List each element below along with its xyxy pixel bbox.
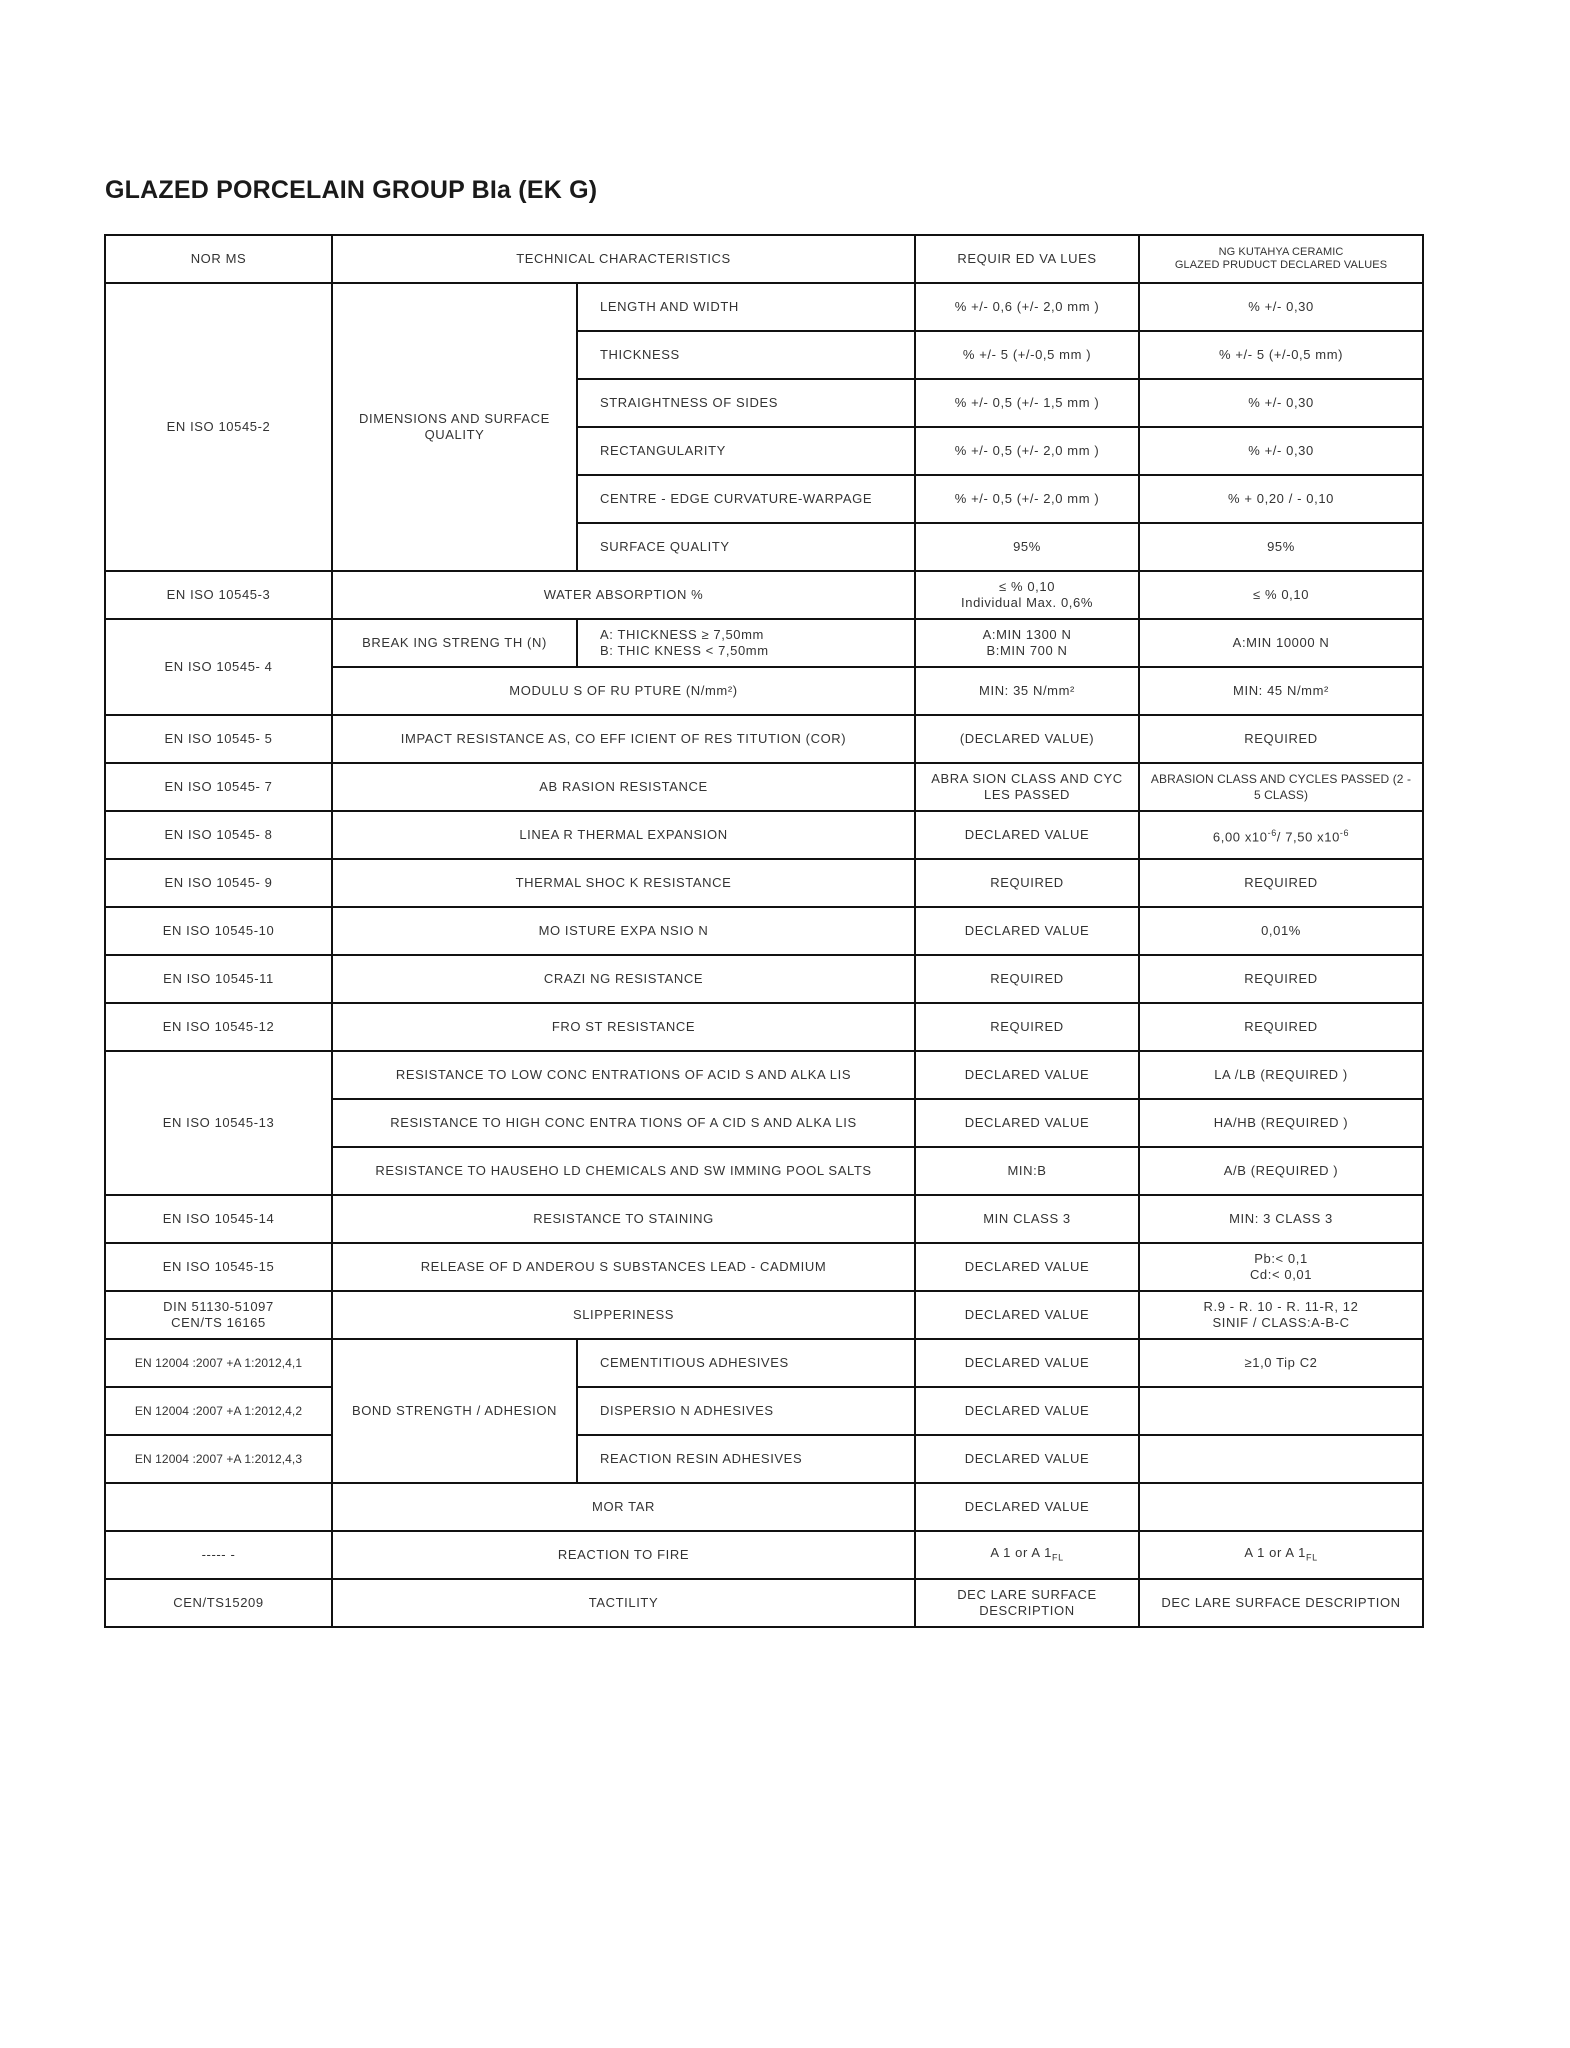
expansion-exponent-b: -6: [1339, 827, 1350, 838]
declared-cell: % +/- 5 (+/-0,5 mm): [1139, 331, 1423, 379]
declared-cell: % +/- 0,30: [1139, 427, 1423, 475]
norm-cell: CEN/TS15209: [105, 1579, 332, 1627]
norm-line1: DIN 51130-51097: [163, 1299, 274, 1314]
norm-cell: EN ISO 10545-10: [105, 907, 332, 955]
expansion-exponent-a: -6: [1267, 827, 1277, 838]
required-cell: (DECLARED VALUE): [915, 715, 1139, 763]
characteristic-cell: MO ISTURE EXPA NSIO N: [332, 907, 915, 955]
characteristic-cell: RESISTANCE TO STAINING: [332, 1195, 915, 1243]
characteristic-cell: REACTION TO FIRE: [332, 1531, 915, 1579]
declared-line1: R.9 - R. 10 - R. 11-R, 12: [1203, 1299, 1359, 1314]
norm-cell: EN ISO 10545- 9: [105, 859, 332, 907]
fire-declared-value: A 1 or A 1: [1244, 1544, 1306, 1560]
characteristic-cell: LENGTH AND WIDTH: [577, 283, 915, 331]
norm-cell: EN ISO 10545-14: [105, 1195, 332, 1243]
norm-cell: [105, 1483, 332, 1531]
required-cell: [915, 1531, 1139, 1579]
required-cell: MIN CLASS 3: [915, 1195, 1139, 1243]
norm-cell: EN ISO 10545- 7: [105, 763, 332, 811]
table-row: [105, 859, 1423, 907]
norm-cell: EN ISO 10545-3: [105, 571, 332, 619]
required-cell: 95%: [915, 523, 1139, 571]
characteristic-cell: MODULU S OF RU PTURE (N/mm²): [332, 667, 915, 715]
required-line1: ≤ % 0,10: [999, 579, 1056, 594]
characteristic-cell: WATER ABSORPTION %: [332, 571, 915, 619]
norm-cell: EN ISO 10545- 8: [105, 811, 332, 859]
required-cell: DEC LARE SURFACE DESCRIPTION: [915, 1579, 1139, 1627]
declared-cell: MIN: 3 CLASS 3: [1139, 1195, 1423, 1243]
required-cell: DECLARED VALUE: [915, 1483, 1139, 1531]
condition-line1: A: THICKNESS ≥ 7,50mm: [600, 627, 764, 642]
required-cell: % +/- 0,5 (+/- 1,5 mm ): [915, 379, 1139, 427]
required-cell: REQUIRED: [915, 859, 1139, 907]
required-cell: DECLARED VALUE: [915, 1051, 1139, 1099]
header-declared-line1: NG KUTAHYA CERAMIC: [1218, 246, 1344, 258]
table-row: [105, 571, 1423, 619]
fire-required-subscript: FL: [1051, 1552, 1064, 1563]
fire-required-value: A 1 or A 1: [990, 1544, 1052, 1560]
table-row: [105, 1339, 1423, 1387]
declared-cell: A:MIN 10000 N: [1139, 619, 1423, 667]
declared-cell: REQUIRED: [1139, 955, 1423, 1003]
declared-cell: ABRASION CLASS AND CYCLES PASSED (2 - 5 CLASS): [1139, 763, 1423, 811]
required-cell: MIN: 35 N/mm²: [915, 667, 1139, 715]
declared-cell: % +/- 0,30: [1139, 283, 1423, 331]
technical-spec-table: [104, 234, 1424, 1628]
table-row: [105, 1387, 1423, 1435]
required-cell: DECLARED VALUE: [915, 1291, 1139, 1339]
norm-cell: ----- -: [105, 1531, 332, 1579]
required-cell: [915, 571, 1139, 619]
characteristic-cell: SURFACE QUALITY: [577, 523, 915, 571]
table-row: [105, 763, 1423, 811]
required-cell: REQUIRED: [915, 1003, 1139, 1051]
declared-cell: [1139, 1291, 1423, 1339]
norm-cell: EN ISO 10545- 4: [105, 619, 332, 715]
norm-cell: EN 12004 :2007 +A 1:2012,4,2: [105, 1387, 332, 1435]
characteristic-cell: RESISTANCE TO LOW CONC ENTRATIONS OF ACID S AND ALKA LIS: [332, 1051, 915, 1099]
declared-cell: REQUIRED: [1139, 1003, 1423, 1051]
table-row: [105, 1579, 1423, 1627]
characteristic-cell: SLIPPERINESS: [332, 1291, 915, 1339]
characteristic-cell: AB RASION RESISTANCE: [332, 763, 915, 811]
characteristic-cell: CEMENTITIOUS ADHESIVES: [577, 1339, 915, 1387]
declared-cell: % +/- 0,30: [1139, 379, 1423, 427]
condition-line2: B: THIC KNESS < 7,50mm: [600, 643, 769, 658]
declared-cell: [1139, 1531, 1423, 1579]
declared-cell: [1139, 811, 1423, 859]
required-cell: DECLARED VALUE: [915, 907, 1139, 955]
characteristic-cell: RESISTANCE TO HIGH CONC ENTRA TIONS OF A CID S AND ALKA LIS: [332, 1099, 915, 1147]
norm-cell: EN ISO 10545-12: [105, 1003, 332, 1051]
declared-cell: LA /LB (REQUIRED ): [1139, 1051, 1423, 1099]
required-cell: % +/- 5 (+/-0,5 mm ): [915, 331, 1139, 379]
required-cell: DECLARED VALUE: [915, 1339, 1139, 1387]
declared-cell: ≤ % 0,10: [1139, 571, 1423, 619]
required-cell: ABRA SION CLASS AND CYC LES PASSED: [915, 763, 1139, 811]
declared-cell: A/B (REQUIRED ): [1139, 1147, 1423, 1195]
table-row: [105, 283, 1423, 331]
group-cell: DIMENSIONS AND SURFACE QUALITY: [332, 283, 577, 571]
characteristic-cell: TACTILITY: [332, 1579, 915, 1627]
required-line1: A:MIN 1300 N: [982, 627, 1072, 642]
declared-line1: Pb:< 0,1: [1254, 1251, 1308, 1266]
norm-cell: EN ISO 10545-15: [105, 1243, 332, 1291]
norm-cell: EN ISO 10545-11: [105, 955, 332, 1003]
declared-cell: [1139, 1483, 1423, 1531]
declared-cell: 95%: [1139, 523, 1423, 571]
table-row: [105, 715, 1423, 763]
required-cell: DECLARED VALUE: [915, 1387, 1139, 1435]
table-row: [105, 811, 1423, 859]
header-declared-line2: GLAZED PRUDUCT DECLARED VALUES: [1174, 259, 1388, 271]
expansion-value-a: 6,00 x10: [1212, 829, 1268, 845]
required-cell: DECLARED VALUE: [915, 1243, 1139, 1291]
header-row: [105, 235, 1423, 283]
required-cell: [915, 619, 1139, 667]
characteristic-cell: THERMAL SHOC K RESISTANCE: [332, 859, 915, 907]
required-cell: % +/- 0,5 (+/- 2,0 mm ): [915, 427, 1139, 475]
characteristic-cell: THICKNESS: [577, 331, 915, 379]
table-row: [105, 955, 1423, 1003]
table-row: [105, 907, 1423, 955]
table-row: [105, 1483, 1423, 1531]
condition-cell: [577, 619, 915, 667]
table-row: [105, 1291, 1423, 1339]
declared-cell: [1139, 1435, 1423, 1483]
table-row: [105, 1243, 1423, 1291]
characteristic-cell: IMPACT RESISTANCE AS, CO EFF ICIENT OF RES TITUTION (COR): [332, 715, 915, 763]
table-row: [105, 1195, 1423, 1243]
required-cell: DECLARED VALUE: [915, 811, 1139, 859]
header-required: REQUIR ED VA LUES: [915, 235, 1139, 283]
norm-cell: EN ISO 10545- 5: [105, 715, 332, 763]
table-row: [105, 619, 1423, 667]
required-cell: REQUIRED: [915, 955, 1139, 1003]
characteristic-cell: FRO ST RESISTANCE: [332, 1003, 915, 1051]
declared-line2: SINIF / CLASS:A-B-C: [1212, 1315, 1350, 1330]
characteristic-cell: CRAZI NG RESISTANCE: [332, 955, 915, 1003]
fire-declared-subscript: FL: [1305, 1552, 1318, 1563]
declared-line2: Cd:< 0,01: [1249, 1267, 1313, 1282]
required-line2: B:MIN 700 N: [986, 643, 1068, 658]
characteristic-cell: MOR TAR: [332, 1483, 915, 1531]
characteristic-cell: DISPERSIO N ADHESIVES: [577, 1387, 915, 1435]
declared-cell: REQUIRED: [1139, 859, 1423, 907]
required-line2: Individual Max. 0,6%: [961, 595, 1093, 610]
characteristic-cell: CENTRE - EDGE CURVATURE-WARPAGE: [577, 475, 915, 523]
norm-cell: [105, 1291, 332, 1339]
characteristic-cell: LINEA R THERMAL EXPANSION: [332, 811, 915, 859]
norm-line2: CEN/TS 16165: [171, 1315, 266, 1330]
required-cell: DECLARED VALUE: [915, 1435, 1139, 1483]
header-declared: [1139, 235, 1423, 283]
declared-cell: REQUIRED: [1139, 715, 1423, 763]
declared-cell: HA/HB (REQUIRED ): [1139, 1099, 1423, 1147]
table-row: [105, 1531, 1423, 1579]
norm-cell: EN 12004 :2007 +A 1:2012,4,3: [105, 1435, 332, 1483]
characteristic-cell: RELEASE OF D ANDEROU S SUBSTANCES LEAD - CADMIUM: [332, 1243, 915, 1291]
group-cell: BOND STRENGTH / ADHESION: [332, 1339, 577, 1483]
declared-cell: DEC LARE SURFACE DESCRIPTION: [1139, 1579, 1423, 1627]
characteristic-cell: RECTANGULARITY: [577, 427, 915, 475]
declared-cell: [1139, 1243, 1423, 1291]
required-cell: % +/- 0,6 (+/- 2,0 mm ): [915, 283, 1139, 331]
required-cell: MIN:B: [915, 1147, 1139, 1195]
declared-cell: ≥1,0 Tip C2: [1139, 1339, 1423, 1387]
required-cell: % +/- 0,5 (+/- 2,0 mm ): [915, 475, 1139, 523]
declared-cell: 0,01%: [1139, 907, 1423, 955]
characteristic-cell: BREAK ING STRENG TH (N): [332, 619, 577, 667]
header-technical: TECHNICAL CHARACTERISTICS: [332, 235, 915, 283]
declared-cell: % + 0,20 / - 0,10: [1139, 475, 1423, 523]
declared-cell: MIN: 45 N/mm²: [1139, 667, 1423, 715]
expansion-value-b: / 7,50 x10: [1276, 829, 1340, 845]
page-title: GLAZED PORCELAIN GROUP BIa (EK G): [105, 176, 598, 204]
table-row: [105, 1003, 1423, 1051]
characteristic-cell: STRAIGHTNESS OF SIDES: [577, 379, 915, 427]
declared-cell: [1139, 1387, 1423, 1435]
norm-cell: EN 12004 :2007 +A 1:2012,4,1: [105, 1339, 332, 1387]
characteristic-cell: RESISTANCE TO HAUSEHO LD CHEMICALS AND SW IMMING POOL SALTS: [332, 1147, 915, 1195]
norm-cell: EN ISO 10545-13: [105, 1051, 332, 1195]
table-row: [105, 1435, 1423, 1483]
required-cell: DECLARED VALUE: [915, 1099, 1139, 1147]
norm-cell: EN ISO 10545-2: [105, 283, 332, 571]
characteristic-cell: REACTION RESIN ADHESIVES: [577, 1435, 915, 1483]
header-norms: NOR MS: [105, 235, 332, 283]
table-row: [105, 1051, 1423, 1099]
